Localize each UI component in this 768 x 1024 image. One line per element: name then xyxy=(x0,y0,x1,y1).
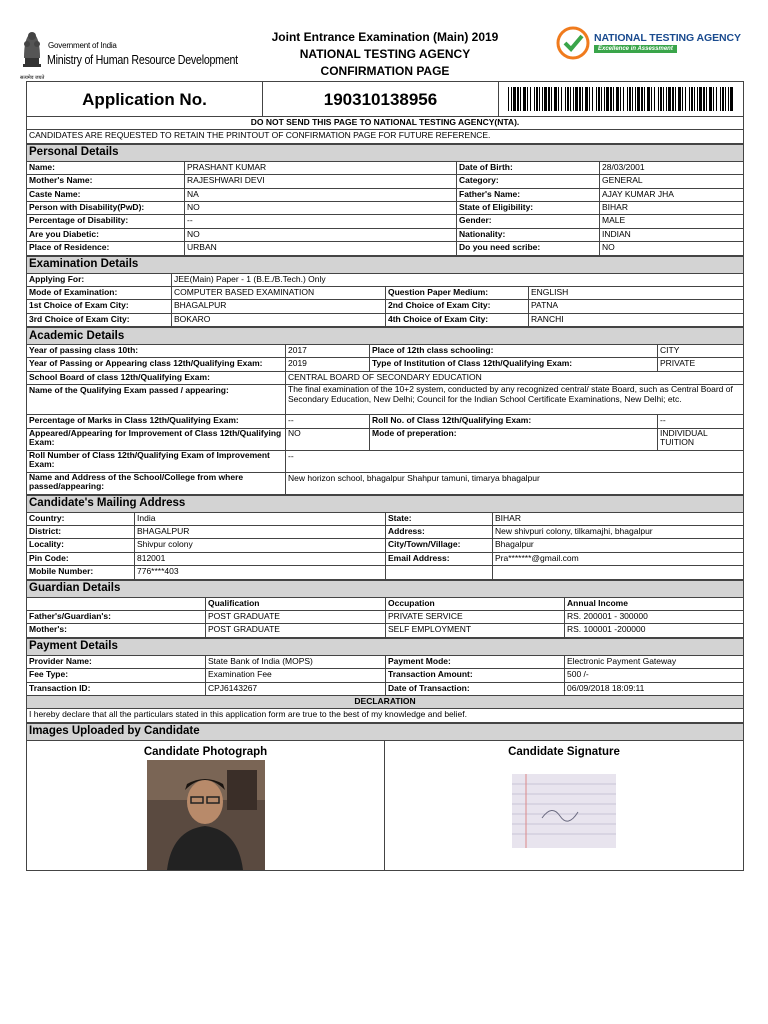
field-label: 2nd Choice of Exam City: xyxy=(386,300,529,313)
declaration-heading: DECLARATION xyxy=(27,695,744,708)
school-address-label: Name and Address of the School/College from where passed/appearing: xyxy=(27,472,286,494)
barcode-bar xyxy=(663,87,664,111)
barcode-bar xyxy=(668,87,671,111)
table-row xyxy=(27,286,744,299)
barcode-bar xyxy=(706,87,707,111)
field-value: PATNA xyxy=(529,300,744,313)
field-label: Country: xyxy=(27,512,135,525)
document-title xyxy=(226,29,544,80)
field-label: Mode of preperation: xyxy=(370,428,658,450)
field-label: Transaction ID: xyxy=(27,682,206,695)
barcode-bar xyxy=(632,87,633,111)
field-value: BOKARO xyxy=(172,313,386,326)
field-value: BIHAR xyxy=(600,201,744,214)
barcode-bar xyxy=(644,87,645,111)
field-label: Date of Birth: xyxy=(457,161,600,174)
payment-details-table xyxy=(26,638,744,723)
field-value: 28/03/2001 xyxy=(600,161,744,174)
field-label: Mother's: xyxy=(27,624,206,637)
field-value: MALE xyxy=(600,215,744,228)
barcode-bar xyxy=(536,87,538,111)
table-row xyxy=(27,709,744,722)
barcode-bar xyxy=(610,87,612,111)
field-label: Father's/Guardian's: xyxy=(27,610,206,623)
field-label: District: xyxy=(27,526,135,539)
field-value: AJAY KUMAR JHA xyxy=(600,188,744,201)
table-row xyxy=(27,175,744,188)
field-value: POST GRADUATE xyxy=(206,624,386,637)
barcode-bar xyxy=(709,87,712,111)
field-value: URBAN xyxy=(185,242,457,255)
ministry-text: Ministry of Human Resource Development xyxy=(47,52,238,67)
field-label: Mode of Examination: xyxy=(27,286,172,299)
field-label: Nationality: xyxy=(457,228,600,241)
barcode-bar xyxy=(517,87,519,111)
field-label: Mobile Number: xyxy=(27,566,135,579)
barcode-bar xyxy=(527,87,528,111)
barcode-bar xyxy=(697,87,698,111)
field-label: Percentage of Marks in Class 12th/Qualifying Exam: xyxy=(27,415,286,428)
title-line-3: CONFIRMATION PAGE xyxy=(320,64,450,78)
application-number-table xyxy=(26,81,744,144)
examination-details-table xyxy=(26,256,744,328)
field-value: 812001 xyxy=(135,552,386,565)
field-value: -- xyxy=(286,415,370,428)
barcode-bar xyxy=(627,87,628,111)
guardian-details-heading: Guardian Details xyxy=(27,580,744,597)
qualifying-exam-value: The final examination of the 10+2 system, conducted by any recognized central/ state Board, such as Central Board of Secondary Education, New Delhi; Council for the Indian School Certificate Examinations, New Delhi; etc. xyxy=(286,385,744,415)
barcode-bar xyxy=(530,87,531,111)
field-label: Email Address: xyxy=(386,552,493,565)
barcode-bar xyxy=(689,87,690,111)
field-label: Year of passing class 10th: xyxy=(27,345,286,358)
barcode-bar xyxy=(682,87,683,111)
table-row xyxy=(27,371,744,384)
barcode-bar xyxy=(613,87,614,111)
barcode-bar xyxy=(558,87,559,111)
application-no-label: Application No. xyxy=(27,82,263,117)
field-value: CPJ6143267 xyxy=(206,682,386,695)
retain-printout-notice: CANDIDATES ARE REQUESTED TO RETAIN THE PRINTOUT OF CONFIRMATION PAGE FOR FUTURE REFERENCE. xyxy=(27,130,744,143)
images-heading: Images Uploaded by Candidate xyxy=(27,723,744,740)
field-value: COMPUTER BASED EXAMINATION xyxy=(172,286,386,299)
table-row xyxy=(27,695,744,708)
table-row xyxy=(27,526,744,539)
government-of-india-text: Government of India xyxy=(48,41,117,50)
barcode-bar xyxy=(694,87,695,111)
mailing-address-table xyxy=(26,495,744,580)
field-value: PRASHANT KUMAR xyxy=(185,161,457,174)
barcode-bar xyxy=(582,87,583,111)
barcode-bar xyxy=(575,87,578,111)
personal-details-heading: Personal Details xyxy=(27,144,744,161)
table-row xyxy=(27,201,744,214)
nta-name: NATIONAL TESTING AGENCY xyxy=(594,32,741,44)
field-label: State: xyxy=(386,512,493,525)
field-label: Question Paper Medium: xyxy=(386,286,529,299)
barcode-bar xyxy=(666,87,667,111)
field-label: Percentage of Disability: xyxy=(27,215,185,228)
school-address-value: New horizon school, bhagalpur Shahpur tamuni, timarya bhagalpur xyxy=(286,472,744,494)
field-label: Locality: xyxy=(27,539,135,552)
field-value: SELF EMPLOYMENT xyxy=(386,624,565,637)
barcode-bar xyxy=(589,87,590,111)
barcode-bar xyxy=(570,87,571,111)
barcode-bar xyxy=(730,87,733,111)
barcode-bar xyxy=(606,87,609,111)
field-label: Gender: xyxy=(457,215,600,228)
candidate-photograph-label: Candidate Photograph xyxy=(143,745,268,758)
barcode-bar xyxy=(523,87,526,111)
barcode-bar xyxy=(548,87,550,111)
field-label: Father's Name: xyxy=(457,188,600,201)
field-label: Transaction Amount: xyxy=(386,669,565,682)
table-row xyxy=(27,624,744,637)
notice-row xyxy=(27,117,744,130)
barcode-bar xyxy=(551,87,552,111)
table-row xyxy=(27,682,744,695)
notice-row xyxy=(27,130,744,143)
moe-logo xyxy=(20,28,238,81)
table-row xyxy=(27,385,744,415)
nta-check-icon xyxy=(556,26,590,60)
field-label: Roll No. of Class 12th/Qualifying Exam: xyxy=(370,415,658,428)
field-label: State of Eligibility: xyxy=(457,201,600,214)
candidate-signature-label: Candidate Signature xyxy=(508,745,620,758)
field-label: Place of Residence: xyxy=(27,242,185,255)
field-value: 2019 xyxy=(286,358,370,371)
table-row xyxy=(27,273,744,286)
field-value: Bhagalpur xyxy=(493,539,744,552)
table-row xyxy=(27,358,744,371)
barcode-bar xyxy=(725,87,726,111)
barcode-bar xyxy=(623,87,624,111)
field-value: RANCHI xyxy=(529,313,744,326)
field-value: Electronic Payment Gateway xyxy=(565,655,744,668)
barcode-bar xyxy=(685,87,686,111)
field-value: New shivpuri colony, tilkamajhi, bhagalpur xyxy=(493,526,744,539)
field-value: BHAGALPUR xyxy=(135,526,386,539)
field-value: NO xyxy=(286,428,370,450)
field-label: Year of Passing or Appearing class 12th/Qualifying Exam: xyxy=(27,358,286,371)
field-value: -- xyxy=(185,215,457,228)
table-row xyxy=(27,669,744,682)
field-label: Caste Name: xyxy=(27,188,185,201)
field-label: Name: xyxy=(27,161,185,174)
table-row xyxy=(27,450,744,472)
table-row xyxy=(27,655,744,668)
column-header: Qualification xyxy=(206,597,386,610)
field-label: Type of Institution of Class 12th/Qualifying Exam: xyxy=(370,358,658,371)
field-label: Person with Disability(PwD): xyxy=(27,201,185,214)
barcode-bar xyxy=(585,87,588,111)
column-header: Annual Income xyxy=(565,597,744,610)
table-row xyxy=(27,188,744,201)
field-value: Shivpur colony xyxy=(135,539,386,552)
column-header: Occupation xyxy=(386,597,565,610)
barcode-bar xyxy=(565,87,566,111)
field-value: RS. 200001 - 300000 xyxy=(565,610,744,623)
table-row xyxy=(27,215,744,228)
field-label: Pin Code: xyxy=(27,552,135,565)
applying-for-value: JEE(Main) Paper - 1 (B.E./B.Tech.) Only xyxy=(172,273,744,286)
barcode-bar xyxy=(520,87,521,111)
field-label: Category: xyxy=(457,175,600,188)
nta-logo xyxy=(556,26,756,60)
confirmation-page xyxy=(20,24,743,871)
field-label: Place of 12th class schooling: xyxy=(370,345,658,358)
barcode-bar xyxy=(703,87,705,111)
title-line-2: NATIONAL TESTING AGENCY xyxy=(299,47,471,61)
field-label: Provider Name: xyxy=(27,655,206,668)
field-value: CITY xyxy=(658,345,744,358)
school-board-value: CENTRAL BOARD OF SECONDARY EDUCATION xyxy=(286,371,744,384)
improvement-roll-value: -- xyxy=(286,450,744,472)
field-value: 776****403 xyxy=(135,566,386,579)
field-label: 4th Choice of Exam City: xyxy=(386,313,529,326)
barcode-bar xyxy=(616,87,619,111)
field-value: ENGLISH xyxy=(529,286,744,299)
barcode-bar xyxy=(544,87,547,111)
payment-details-heading: Payment Details xyxy=(27,638,744,655)
barcode-bar xyxy=(660,87,662,111)
academic-details-heading: Academic Details xyxy=(27,328,744,345)
field-value: State Bank of India (MOPS) xyxy=(206,655,386,668)
guardian-details-table xyxy=(26,580,744,638)
field-value: NO xyxy=(185,201,457,214)
barcode-bar xyxy=(592,87,593,111)
images-row xyxy=(27,740,744,870)
improvement-roll-label: Roll Number of Class 12th/Qualifying Exam of Improvement Exam: xyxy=(27,450,286,472)
barcode-bar xyxy=(629,87,631,111)
table-row xyxy=(27,313,744,326)
field-value: -- xyxy=(658,415,744,428)
table-row xyxy=(27,610,744,623)
barcode-bar xyxy=(675,87,676,111)
barcode-bar xyxy=(598,87,600,111)
table-row xyxy=(27,566,744,579)
personal-details-table xyxy=(26,144,744,256)
field-value: INDIVIDUAL TUITION xyxy=(658,428,744,450)
state-emblem-icon xyxy=(20,28,44,74)
barcode-bar xyxy=(691,87,693,111)
table-row xyxy=(27,472,744,494)
barcode-bar xyxy=(678,87,681,111)
field-label: Do you need scribe: xyxy=(457,242,600,255)
table-row xyxy=(27,428,744,450)
field-label: Mother's Name: xyxy=(27,175,185,188)
barcode-icon xyxy=(506,87,736,111)
barcode-bar xyxy=(511,87,512,111)
application-number-row xyxy=(27,82,744,117)
page-header xyxy=(20,24,743,81)
qualifying-exam-label: Name of the Qualifying Exam passed / appearing: xyxy=(27,385,286,415)
table-row xyxy=(27,415,744,428)
field-value: GENERAL xyxy=(600,175,744,188)
barcode-bar xyxy=(722,87,724,111)
barcode-bar xyxy=(641,87,643,111)
emblem-caption: सत्यमेव जयते xyxy=(20,75,45,81)
application-no-value: 190310138956 xyxy=(263,82,499,117)
table-header-row xyxy=(27,597,744,610)
barcode-bar xyxy=(579,87,581,111)
barcode-bar xyxy=(539,87,540,111)
candidate-signature-image xyxy=(512,774,616,848)
field-label: 3rd Choice of Exam City: xyxy=(27,313,172,326)
mailing-address-heading: Candidate's Mailing Address xyxy=(27,495,744,512)
table-row xyxy=(27,512,744,525)
barcode-bar xyxy=(699,87,702,111)
field-value: India xyxy=(135,512,386,525)
field-value: Pra*******@gmail.com xyxy=(493,552,744,565)
field-label: 1st Choice of Exam City: xyxy=(27,300,172,313)
barcode-bar xyxy=(728,87,729,111)
field-value: RS. 100001 -200000 xyxy=(565,624,744,637)
field-value: PRIVATE SERVICE xyxy=(386,610,565,623)
title-line-1: Joint Entrance Examination (Main) 2019 xyxy=(271,30,499,44)
do-not-send-notice: DO NOT SEND THIS PAGE TO NATIONAL TESTING AGENCY(NTA). xyxy=(27,117,744,130)
barcode-bar xyxy=(654,87,655,111)
field-value: Examination Fee xyxy=(206,669,386,682)
declaration-text: I hereby declare that all the particulars stated in this application form are true to the best of my knowledge and belief. xyxy=(27,709,744,722)
barcode-bar xyxy=(637,87,640,111)
barcode-bar xyxy=(513,87,516,111)
applying-for-label: Applying For: xyxy=(27,273,172,286)
field-value: 500 /- xyxy=(565,669,744,682)
nta-tagline: Excellence in Assessment xyxy=(594,45,677,53)
barcode-bar xyxy=(647,87,650,111)
field-value: RAJESHWARI DEVI xyxy=(185,175,457,188)
barcode-bar xyxy=(573,87,574,111)
table-row xyxy=(27,300,744,313)
field-label: Payment Mode: xyxy=(386,655,565,668)
barcode-bar xyxy=(720,87,721,111)
barcode-bar xyxy=(567,87,569,111)
field-value: 06/09/2018 18:09:11 xyxy=(565,682,744,695)
table-row xyxy=(27,345,744,358)
barcode-bar xyxy=(508,87,509,111)
field-value: PRIVATE xyxy=(658,358,744,371)
barcode-bar xyxy=(620,87,621,111)
field-value: 2017 xyxy=(286,345,370,358)
field-label: Date of Transaction: xyxy=(386,682,565,695)
barcode-bar xyxy=(651,87,652,111)
field-value: NO xyxy=(185,228,457,241)
photo-cell xyxy=(27,740,385,870)
barcode-bar xyxy=(604,87,605,111)
field-label: Appeared/Appearing for Improvement of Class 12th/Qualifying Exam: xyxy=(27,428,286,450)
field-value: NA xyxy=(185,188,457,201)
barcode-bar xyxy=(716,87,717,111)
barcode-bar xyxy=(601,87,602,111)
barcode-bar xyxy=(596,87,597,111)
field-value: INDIAN xyxy=(600,228,744,241)
table-row xyxy=(27,228,744,241)
barcode-bar xyxy=(713,87,714,111)
table-row xyxy=(27,161,744,174)
barcode-cell xyxy=(499,82,744,117)
school-board-label: School Board of class 12th/Qualifying Exam: xyxy=(27,371,286,384)
barcode-bar xyxy=(554,87,557,111)
signature-cell xyxy=(385,740,744,870)
table-row xyxy=(27,539,744,552)
images-table xyxy=(26,723,744,871)
field-label xyxy=(386,566,493,579)
barcode-bar xyxy=(658,87,659,111)
candidate-photo-image xyxy=(147,760,265,870)
field-value: NO xyxy=(600,242,744,255)
field-value: BHAGALPUR xyxy=(172,300,386,313)
field-label: Address: xyxy=(386,526,493,539)
table-row xyxy=(27,552,744,565)
examination-details-heading: Examination Details xyxy=(27,256,744,273)
column-header xyxy=(27,597,206,610)
field-value: BIHAR xyxy=(493,512,744,525)
barcode-bar xyxy=(635,87,636,111)
field-label: City/Town/Village: xyxy=(386,539,493,552)
academic-details-table xyxy=(26,327,744,495)
barcode-bar xyxy=(672,87,674,111)
field-value: POST GRADUATE xyxy=(206,610,386,623)
field-value xyxy=(493,566,744,579)
field-label: Fee Type: xyxy=(27,669,206,682)
barcode-bar xyxy=(542,87,543,111)
barcode-bar xyxy=(561,87,562,111)
table-row xyxy=(27,242,744,255)
barcode-bar xyxy=(534,87,535,111)
field-label: Are you Diabetic: xyxy=(27,228,185,241)
